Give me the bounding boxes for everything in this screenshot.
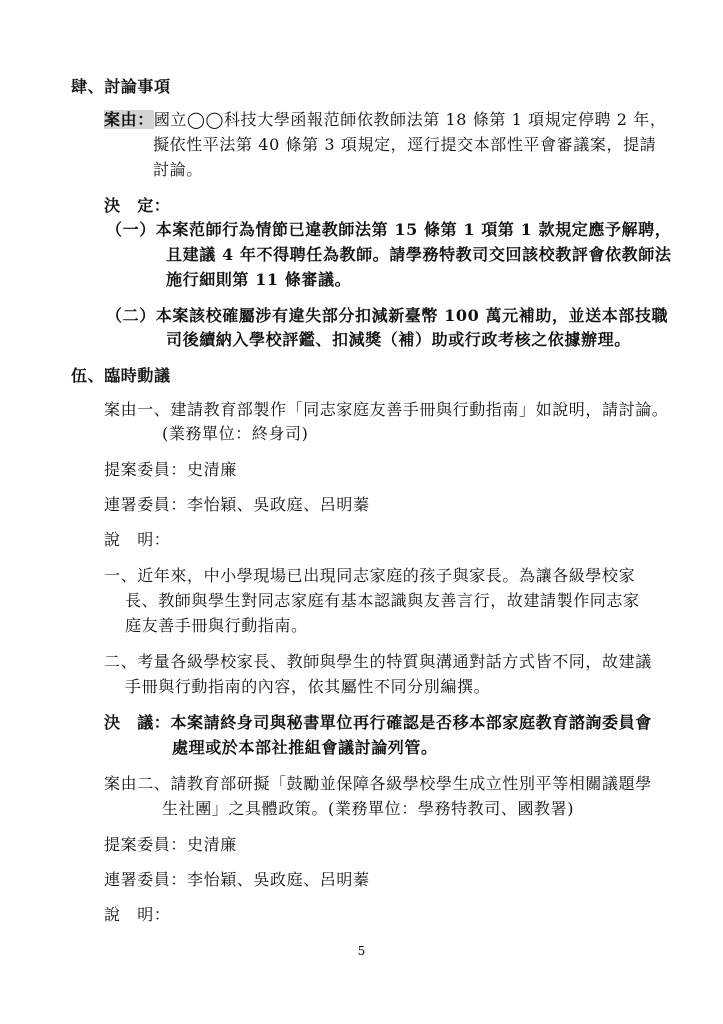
decision-label: 決 定： — [104, 196, 171, 215]
decision1-line-3: 施行細則第 11 條審議。 — [166, 270, 352, 289]
motion2-cosigners: 連署委員：李怡穎、吳政庭、呂明蓁 — [104, 870, 370, 889]
motion1-item1-line-3: 庭友善手冊與行動指南。 — [125, 616, 308, 635]
motion1-line-1: 案由一、建請教育部製作「同志家庭友善手冊與行動指南」如說明，請討論。 — [104, 400, 669, 419]
motion1-item1-line-1: 一、近年來，中小學現場已出現同志家庭的孩子與家長。為讓各級學校家 — [104, 566, 636, 585]
page-number: 5 — [357, 944, 366, 958]
section5-heading: 伍、臨時動議 — [71, 366, 171, 385]
case-text-1: 國立◯◯科技大學函報范師依教師法第 18 條第 1 項規定停聘 2 年， — [153, 110, 667, 129]
motion1-resolution-line-1: 決 議：本案請終身司與秘書單位再行確認是否移本部家庭教育諮詢委員會 — [104, 713, 652, 732]
motion1-item1-line-2: 長、教師與學生對同志家庭有基本認識與友善言行，故建請製作同志家 — [125, 591, 640, 610]
motion2-line-2: 生社團」之具體政策。(業務單位：學務特教司、國教署) — [162, 799, 575, 818]
decision1-line-1: （一）本案范師行為情節已違教師法第 15 條第 1 項第 1 款規定應予解聘， — [106, 220, 672, 239]
motion1-line-2: (業務單位：終身司) — [162, 424, 309, 443]
motion1-cosigners: 連署委員：李怡穎、吳政庭、呂明蓁 — [104, 495, 370, 514]
case-line-2: 擬依性平法第 40 條第 3 項規定，逕行提交本部性平會審議案，提請 — [153, 135, 657, 154]
decision2-line-1: （二）本案該校確屬涉有違失部分扣減新臺幣 100 萬元補助，並送本部技職 — [106, 306, 669, 325]
motion1-item2-line-2: 手冊與行動指南的內容，依其屬性不同分別編撰。 — [125, 677, 491, 696]
motion2-explain-label: 說 明： — [104, 905, 171, 924]
motion2-proposer: 提案委員：史清廉 — [104, 835, 237, 854]
motion1-explain-label: 說 明： — [104, 530, 171, 549]
case-line-1 — [104, 110, 666, 130]
case-label: 案由： — [104, 110, 154, 129]
decision2-line-2: 司後續納入學校評鑑、扣減獎（補）助或行政考核之依據辦理。 — [166, 330, 631, 349]
decision1-line-2: 且建議 4 年不得聘任為教師。請學務特教司交回該校教評會依教師法 — [166, 245, 672, 264]
case-line-3: 討論。 — [153, 160, 203, 179]
motion1-proposer: 提案委員：史清廉 — [104, 460, 237, 479]
motion1-resolution-line-2: 處理或於本部社推組會議討論列管。 — [172, 738, 438, 757]
motion2-line-1: 案由二、請教育部研擬「鼓勵並保障各級學校學生成立性別平等相關議題學 — [104, 774, 652, 793]
section4-heading: 肆、討論事項 — [71, 77, 171, 96]
motion1-item2-line-1: 二、考量各級學校家長、教師與學生的特質與溝通對話方式皆不同，故建議 — [104, 652, 652, 671]
